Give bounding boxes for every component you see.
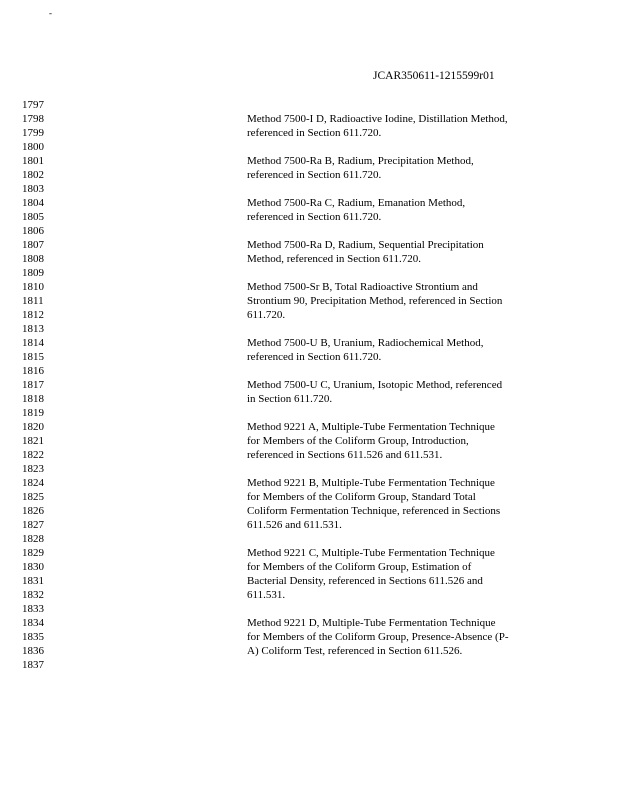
- line-number: 1837: [22, 659, 44, 671]
- line-row: [22, 196, 466, 210]
- line-text: Method 7500-I D, Radioactive Iodine, Distillation Method,: [247, 113, 508, 125]
- line-number: 1802: [22, 169, 44, 181]
- line-row: [22, 378, 503, 392]
- line-row: [22, 294, 503, 308]
- line-number: 1803: [22, 183, 44, 195]
- line-number: 1818: [22, 393, 44, 405]
- line-number: 1823: [22, 463, 44, 475]
- line-number: 1808: [22, 253, 44, 265]
- line-row: [22, 504, 501, 518]
- line-row: [22, 532, 52, 546]
- line-row: [22, 476, 495, 490]
- line-text: Method 7500-Sr B, Total Radioactive Strontium and: [247, 281, 478, 293]
- line-number: 1810: [22, 281, 44, 293]
- line-text: Strontium 90, Precipitation Method, referenced in Section: [247, 295, 503, 307]
- line-number: 1804: [22, 197, 44, 209]
- line-number: 1817: [22, 379, 44, 391]
- line-text: Method 7500-Ra D, Radium, Sequential Precipitation: [247, 239, 484, 251]
- line-number: 1809: [22, 267, 44, 279]
- line-row: [22, 546, 495, 560]
- line-number: 1800: [22, 141, 44, 153]
- line-text: Coliform Fermentation Technique, referenced in Sections: [247, 505, 501, 517]
- line-number: 1831: [22, 575, 44, 587]
- line-row: [22, 434, 469, 448]
- line-number: 1815: [22, 351, 44, 363]
- line-number: 1814: [22, 337, 44, 349]
- line-number: 1801: [22, 155, 44, 167]
- line-text: Method 9221 D, Multiple-Tube Fermentation Technique: [247, 617, 496, 629]
- line-row: [22, 308, 286, 322]
- line-row: [22, 490, 476, 504]
- line-row: [22, 280, 478, 294]
- line-text: for Members of the Coliform Group, Introduction,: [247, 435, 469, 447]
- line-number: 1827: [22, 519, 44, 531]
- line-row: [22, 406, 52, 420]
- line-text: Method 9221 C, Multiple-Tube Fermentation Technique: [247, 547, 495, 559]
- line-number: 1819: [22, 407, 44, 419]
- line-number: 1797: [22, 99, 44, 111]
- line-number: 1806: [22, 225, 44, 237]
- line-text: referenced in Section 611.720.: [247, 127, 382, 139]
- line-row: [22, 462, 52, 476]
- page-mark: -: [49, 8, 52, 18]
- line-row: [22, 350, 382, 364]
- line-number: 1835: [22, 631, 44, 643]
- line-number: 1826: [22, 505, 44, 517]
- line-number: 1829: [22, 547, 44, 559]
- line-row: [22, 588, 286, 602]
- line-number: 1828: [22, 533, 44, 545]
- line-number: 1821: [22, 435, 44, 447]
- line-text: 611.526 and 611.531.: [247, 519, 342, 531]
- line-number: 1798: [22, 113, 44, 125]
- line-row: [22, 210, 382, 224]
- line-text: Method 9221 A, Multiple-Tube Fermentation Technique: [247, 421, 495, 433]
- line-row: [22, 616, 496, 630]
- line-number: 1834: [22, 617, 44, 629]
- line-text: Method 7500-Ra B, Radium, Precipitation Method,: [247, 155, 474, 167]
- line-text: referenced in Section 611.720.: [247, 169, 382, 181]
- line-text: Method 9221 B, Multiple-Tube Fermentation Technique: [247, 477, 495, 489]
- line-text: 611.720.: [247, 309, 286, 321]
- line-text: Method 7500-U C, Uranium, Isotopic Method, referenced: [247, 379, 503, 391]
- line-row: [22, 266, 52, 280]
- line-number: 1833: [22, 603, 44, 615]
- line-number: 1805: [22, 211, 44, 223]
- line-number: 1824: [22, 477, 44, 489]
- line-text: 611.531.: [247, 589, 286, 601]
- line-row: [22, 168, 382, 182]
- line-row: [22, 630, 509, 644]
- line-text: in Section 611.720.: [247, 393, 333, 405]
- line-row: [22, 154, 474, 168]
- line-row: [22, 364, 52, 378]
- line-row: [22, 602, 52, 616]
- line-number: 1807: [22, 239, 44, 251]
- line-text: Method, referenced in Section 611.720.: [247, 253, 422, 265]
- line-number: 1799: [22, 127, 44, 139]
- line-text: Method 7500-Ra C, Radium, Emanation Method,: [247, 197, 466, 209]
- line-row: [22, 420, 495, 434]
- line-text: for Members of the Coliform Group, Estimation of: [247, 561, 472, 573]
- line-text: A) Coliform Test, referenced in Section 611.526.: [247, 645, 463, 657]
- line-text: for Members of the Coliform Group, Presence-Absence (P-: [247, 631, 509, 643]
- line-row: [22, 140, 52, 154]
- line-text: Bacterial Density, referenced in Sections 611.526 and: [247, 575, 483, 587]
- line-row: [22, 658, 52, 672]
- line-number: 1822: [22, 449, 44, 461]
- line-number: 1816: [22, 365, 44, 377]
- line-row: [22, 574, 483, 588]
- line-row: [22, 112, 508, 126]
- line-number: 1811: [22, 295, 44, 307]
- line-row: [22, 518, 342, 532]
- line-text: referenced in Sections 611.526 and 611.531.: [247, 449, 443, 461]
- line-number: 1813: [22, 323, 44, 335]
- line-row: [22, 560, 472, 574]
- line-row: [22, 98, 52, 112]
- line-row: [22, 322, 52, 336]
- document-id-header: JCAR350611-1215599r01: [373, 70, 495, 82]
- line-number: 1825: [22, 491, 44, 503]
- line-row: [22, 392, 333, 406]
- line-text: referenced in Section 611.720.: [247, 211, 382, 223]
- line-text: for Members of the Coliform Group, Standard Total: [247, 491, 476, 503]
- line-row: [22, 252, 422, 266]
- line-number: 1812: [22, 309, 44, 321]
- line-text: Method 7500-U B, Uranium, Radiochemical Method,: [247, 337, 484, 349]
- line-row: [22, 644, 463, 658]
- line-number: 1832: [22, 589, 44, 601]
- line-row: [22, 448, 443, 462]
- line-text: referenced in Section 611.720.: [247, 351, 382, 363]
- line-row: [22, 182, 52, 196]
- line-row: [22, 336, 484, 350]
- line-row: [22, 126, 382, 140]
- line-number: 1836: [22, 645, 44, 657]
- line-number: 1830: [22, 561, 44, 573]
- numbered-lines: [22, 98, 509, 672]
- line-row: [22, 238, 484, 252]
- line-row: [22, 224, 52, 238]
- line-number: 1820: [22, 421, 44, 433]
